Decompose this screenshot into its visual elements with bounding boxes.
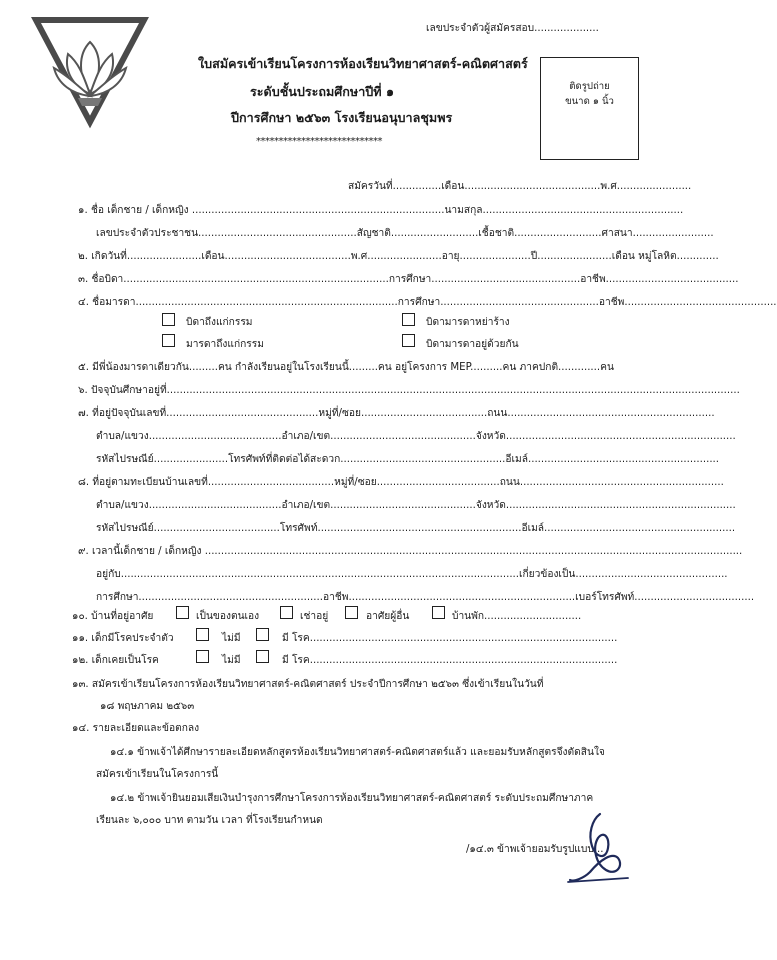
line-current-address: ๗. ที่อยู่ปัจจุบันเลขที่...............................................หมู่ที่/ซอย.......................................ถนน................................................................ [78,408,715,419]
line-enrollment-date: ๑๘ พฤษภาคม ๒๕๖๓ [100,701,195,712]
line-term-2: ๑๔.๒ ข้าพเจ้ายินยอมเสียเงินบำรุงการศึกษาโครงการห้องเรียนวิทยาศาสตร์-คณิตศาสตร์ ระดับประถมศึกษาภาค [110,793,594,804]
line-father-name: ๓. ชื่อบิดา..................................................................................การศึกษา..............................................อาชีพ......................................... [78,274,739,285]
label-no-chronic-disease: ไม่มี [222,633,241,644]
form-title: ใบสมัครเข้าเรียนโครงการห้องเรียนวิทยาศาสตร์-คณิตศาสตร์ [198,56,528,71]
line-registered-address: ๘. ที่อยู่ตามทะเบียนบ้านเลขที่.......................................หมู่ที่/ซอย......................................ถนน............................................................... [78,477,724,488]
checkbox-staff-house[interactable] [432,606,445,619]
line-terms-heading: ๑๔. รายละเอียดและข้อตกลง [72,723,200,734]
checkbox-own-house[interactable] [176,606,189,619]
label-own-house: เป็นของตนเอง [196,611,260,622]
signature-mark [566,808,632,888]
chronic-disease-label: ๑๑. เด็กมีโรคประจำตัว [72,633,174,644]
checkbox-rent[interactable] [280,606,293,619]
line-lives-with: อยู่กับ...........................................................................................................................เกี่ยวข้องเป็น............................................... [96,569,728,580]
stars-divider: **************************** [256,136,382,147]
checkbox-no-past-disease[interactable] [196,650,209,663]
photo-box [540,57,639,160]
line-registered-district: ตำบล/แขวง.........................................อำเภอ/เขต.............................................จังหวัด....................................................................... [96,500,736,511]
school-logo [28,14,152,136]
line-mother-name: ๔. ชื่อมารดา.................................................................................การศึกษา.................................................อาชีพ............................................... [78,297,777,308]
line-child-name: ๑. ชื่อ เด็กชาย / เด็กหญิง ..............................................................................นามสกุล.............................................................. [78,205,684,216]
checkbox-father-deceased[interactable] [162,313,175,326]
checkbox-parents-divorced[interactable] [402,313,415,326]
label-has-chronic-disease: มี โรค............................................................................................... [282,633,618,644]
label-staff-house: บ้านพัก.............................. [452,611,582,622]
application-date-line: สมัครวันที่...............เดือน..........................................พ.ศ....................... [348,181,692,192]
label-mother-deceased: มารดาถึงแก่กรรม [186,339,264,350]
line-child-now: ๙. เวลานี้เด็กชาย / เด็กหญิง ...................................................................................................................................................................... [78,546,743,557]
line-guardian-info: การศึกษา.........................................................อาชีพ......................................................................เบอร์โทรศัพท์..................................... [96,592,755,603]
label-has-past-disease: มี โรค............................................................................................... [282,655,618,666]
line-current-district: ตำบล/แขวง.........................................อำเภอ/เขต.............................................จังหวัด....................................................................... [96,431,736,442]
form-subtitle-school: ปีการศึกษา ๒๕๖๓ โรงเรียนอนุบาลชุมพร [231,110,453,125]
applicant-number: เลขประจำตัวผู้สมัครสอบ.................... [426,23,599,34]
line-siblings: ๕. มีพี่น้องมารดาเดียวกัน.........คน กำลังเรียนอยู่ในโรงเรียนนี้.........คน อยู่โครงการ MEP..........คน ภาคปกติ.............คน [78,362,614,373]
line-current-school: ๖. ปัจจุบันศึกษาอยู่ที่................................................................................................................................................................................. [78,385,740,396]
line-registered-contact: รหัสไปรษณีย์.......................................โทรศัพท์...............................................................อีเมล์........................................................... [96,523,736,534]
label-father-deceased: บิดาถึงแก่กรรม [186,317,253,328]
photo-size-label: ขนาด ๑ นิ้ว [565,96,614,107]
label-parents-divorced: บิดามารดาหย่าร้าง [426,317,510,328]
line-term-3: /๑๔.๓ ข้าพเจ้ายอมรับรูปแบบ... [466,844,604,855]
line-current-contact: รหัสไปรษณีย์.......................โทรศัพท์ที่ติดต่อได้สะดวก...................................................อีเมล์........................................................... [96,454,720,465]
housing-label: ๑๐. บ้านที่อยู่อาศัย [72,611,154,622]
line-birth-date: ๒. เกิดวันที่.......................เดือน.......................................พ.ศ.......................อายุ......................ปี.......................เดือน หมู่โลหิต............. [78,251,719,262]
label-rent: เช่าอยู่ [300,611,329,622]
past-disease-label: ๑๒. เด็กเคยเป็นโรค [72,655,159,666]
checkbox-stay-with-others[interactable] [345,606,358,619]
checkbox-parents-together[interactable] [402,334,415,347]
checkbox-has-chronic-disease[interactable] [256,628,269,641]
line-enrollment: ๑๓. สมัครเข้าเรียนโครงการห้องเรียนวิทยาศาสตร์-คณิตศาสตร์ ประจำปีการศึกษา ๒๕๖๓ ซึ่งเข้าเรียนในวันที่ [72,679,544,690]
line-term-1: ๑๔.๑ ข้าพเจ้าได้ศึกษารายละเอียดหลักสูตรห้องเรียนวิทยาศาสตร์-คณิตศาสตร์แล้ว และยอมรับหลักสูตรจึงตัดสินใจ [110,747,605,758]
label-no-past-disease: ไม่มี [222,655,241,666]
checkbox-no-chronic-disease[interactable] [196,628,209,641]
checkbox-has-past-disease[interactable] [256,650,269,663]
line-citizen-id: เลขประจำตัวประชาชน.................................................สัญชาติ...........................เชื้อชาติ...........................ศาสนา......................... [96,228,714,239]
line-term-2-cont: เรียนละ ๖,๐๐๐ บาท ตามวัน เวลา ที่โรงเรียนกำหนด [96,815,323,826]
line-term-1-cont: สมัครเข้าเรียนในโครงการนี้ [96,769,219,780]
label-parents-together: บิดามารดาอยู่ด้วยกัน [426,339,519,350]
photo-label: ติดรูปถ่าย [569,81,610,92]
checkbox-mother-deceased[interactable] [162,334,175,347]
label-stay-with-others: อาศัยผู้อื่น [366,611,410,622]
form-subtitle-level: ระดับชั้นประถมศึกษาปีที่ ๑ [250,84,394,99]
